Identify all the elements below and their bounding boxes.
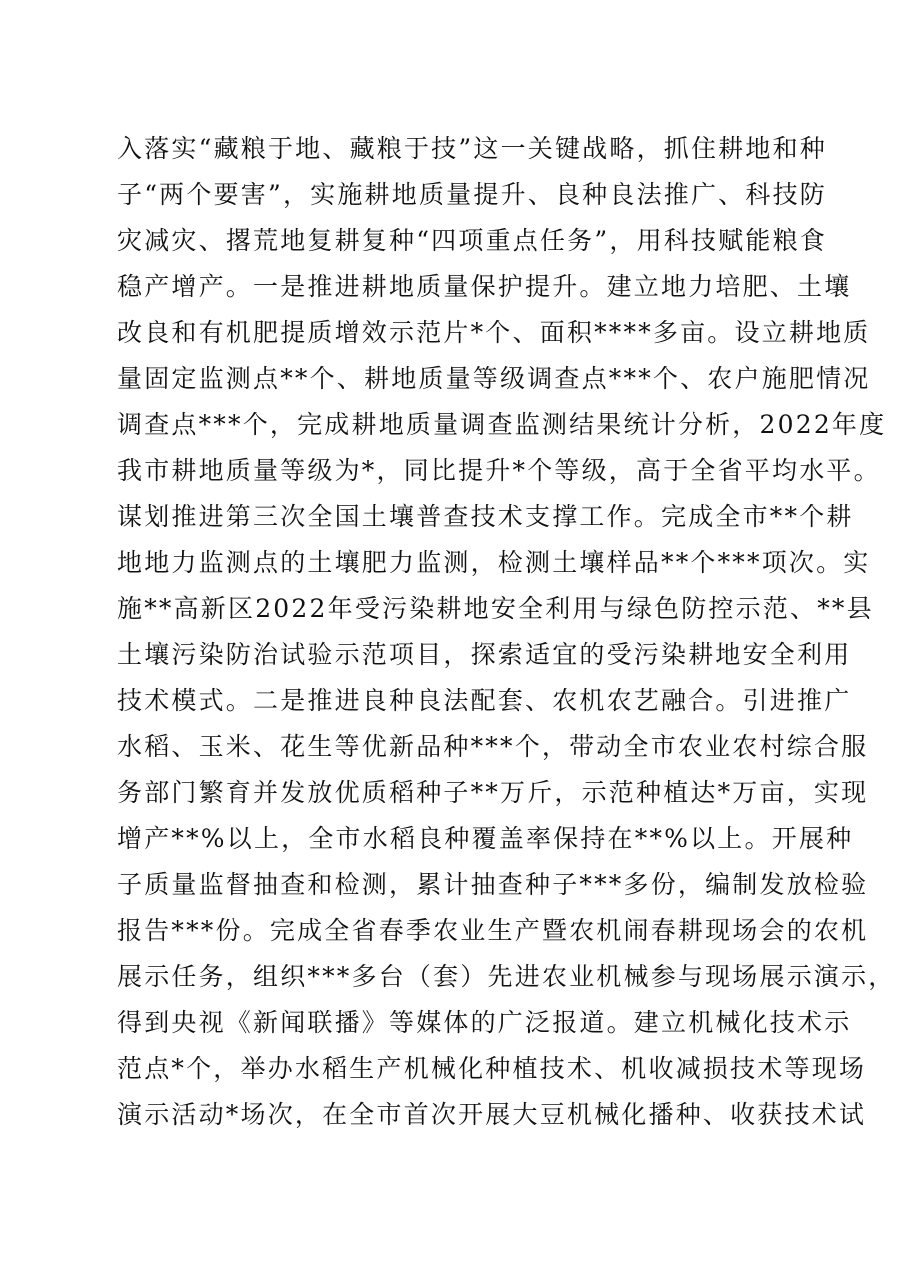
text-line: 地地力监测点的土壤肥力监测，检测土壤样品**个***项次。实 [117,548,871,577]
text-line: 技术模式。二是推进良种良法配套、农机农艺融合。引进推广 [117,686,852,715]
text-line: 施**高新区2022年受污染耕地安全利用与绿色防控示范、**县 [117,594,874,623]
text-line: 谋划推进第三次全国土壤普查技术支撑工作。完成全市**个耕 [117,502,854,531]
text-line: 调查点***个，完成耕地质量调查监测结果统计分析，2022年度 [117,410,887,439]
text-line: 务部门繁育并发放优质稻种子**万斤，示范种植达*万亩，实现 [117,778,869,807]
text-line: 土壤污染防治试验示范项目，探索适宜的受污染耕地安全利用 [117,640,852,669]
text-line: 子“两个要害”，实施耕地质量提升、良种良法推广、科技防 [117,180,827,209]
text-line: 水稻、玉米、花生等优新品种***个，带动全市农业农村综合服 [117,732,869,761]
text-line: 子质量监督抽查和检测，累计抽查种子***多份，编制发放检验 [117,870,869,899]
text-line: 我市耕地质量等级为*，同比提升*个等级，高于全省平均水平。 [117,456,881,485]
text-line: 量固定监测点**个、耕地质量等级调查点***个、农户施肥情况 [117,364,871,393]
text-line: 报告***份。完成全省春季农业生产暨农机闹春耕现场会的农机 [117,916,869,945]
text-line: 灾减灾、撂荒地复耕复种“四项重点任务”，用科技赋能粮食 [117,226,827,255]
text-line: 演示活动*场次，在全市首次开展大豆机械化播种、收获技术试 [117,1100,867,1129]
text-line: 稳产增产。一是推进耕地质量保护提升。建立地力培肥、土壤 [117,272,852,301]
text-line: 得到央视《新闻联播》等媒体的广泛报道。建立机械化技术示 [117,1008,852,1037]
text-line: 范点*个，举办水稻生产机械化种植技术、机收减损技术等现场 [117,1054,867,1083]
text-line: 改良和有机肥提质增效示范片*个、面积****多亩。设立耕地质 [117,318,871,347]
text-line: 增产**%以上，全市水稻良种覆盖率保持在**%以上。开展种 [117,824,854,853]
text-line: 展示任务，组织***多台（套）先进农业机械参与现场展示演示， [117,962,896,991]
body-text [117,126,896,1138]
text-line: 入落实“藏粮于地、藏粮于技”这一关键战略，抓住耕地和种 [117,134,827,163]
